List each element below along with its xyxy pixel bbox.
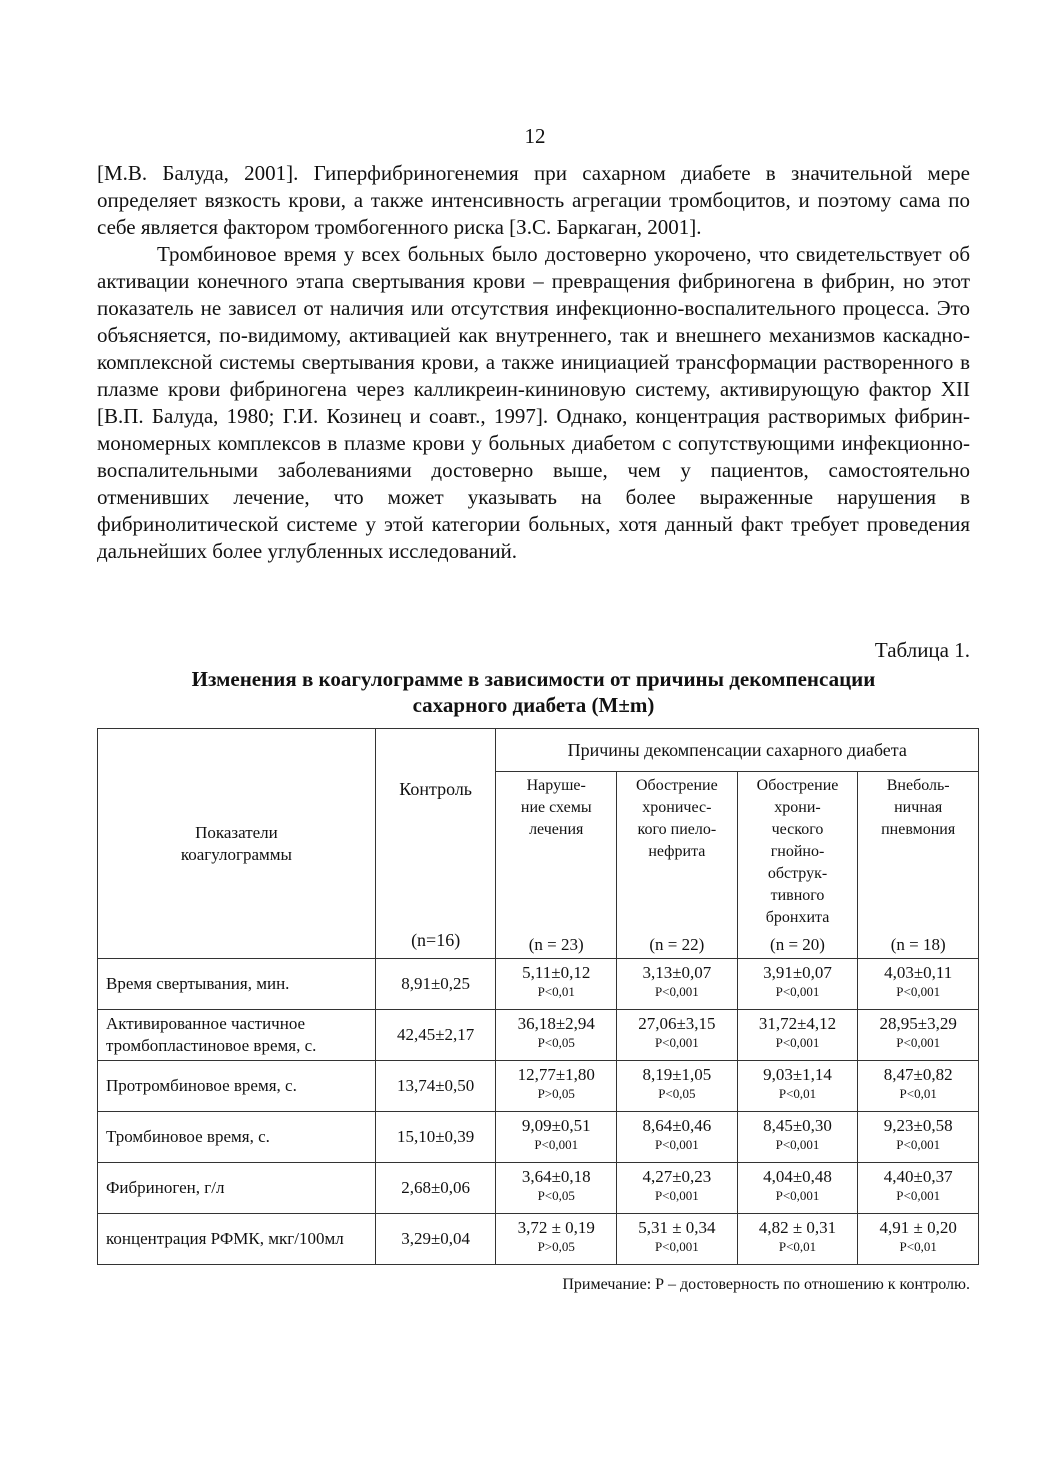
group-header-line: нефрита (648, 843, 706, 860)
p-value: P<0,001 (896, 1137, 941, 1152)
group-value-cell (858, 1163, 979, 1214)
group-value-cell (617, 1163, 738, 1214)
p-value: P<0,001 (654, 1188, 699, 1203)
param-header-line: коагулограммы (180, 844, 292, 864)
p-value: P<0,001 (896, 984, 941, 999)
group-value-cell (737, 1010, 858, 1061)
group-header-line: бронхита (765, 909, 830, 926)
group-header-line: обструк- (767, 865, 828, 882)
row-label: Протромбиновое время, с. (98, 1061, 376, 1112)
group-value-cell (737, 959, 858, 1010)
p-value: P<0,001 (654, 1239, 699, 1254)
group-value-cell (496, 1112, 617, 1163)
group-value-cell (617, 959, 738, 1010)
control-value: 2,68±0,06 (375, 1163, 496, 1214)
group-value-cell (617, 1214, 738, 1265)
group-value-cell (496, 1061, 617, 1112)
group-header (617, 772, 738, 959)
p-value: P<0,001 (775, 984, 820, 999)
table-note: Примечание: Р – достоверность по отношению к контролю. (562, 1276, 970, 1293)
mean-value: 5,11±0,12 (522, 963, 591, 982)
p-value: P<0,001 (775, 1137, 820, 1152)
group-header-line: пневмония (881, 821, 956, 838)
group-header-line: Обострение (636, 777, 718, 794)
mean-value: 28,95±3,29 (879, 1014, 957, 1033)
mean-value: 4,91 ± 0,20 (879, 1218, 957, 1237)
table-title-line: сахарного диабета (M±m) (412, 693, 655, 717)
group-value-cell (858, 1010, 979, 1061)
p-value: P<0,001 (896, 1035, 941, 1050)
table-header-row (98, 729, 979, 772)
control-value: 42,45±2,17 (375, 1010, 496, 1061)
row-label: Тромбиновое время, с. (98, 1112, 376, 1163)
mean-value: 4,04±0,48 (763, 1167, 832, 1186)
mean-value: 31,72±4,12 (758, 1014, 837, 1033)
mean-value: 3,91±0,07 (763, 963, 832, 982)
mean-value: 8,19±1,05 (642, 1065, 712, 1084)
param-header (98, 729, 376, 959)
control-header (375, 729, 496, 959)
control-value: 3,29±0,04 (375, 1214, 496, 1265)
group-header-line: Обострение (756, 777, 839, 794)
group-value-cell (737, 1214, 858, 1265)
group-header-line: ние схемы (520, 799, 592, 816)
group-n: (n = 20) (770, 935, 825, 954)
mean-value: 27,06±3,15 (638, 1014, 716, 1033)
p-value: P<0,05 (537, 1035, 575, 1050)
row-label: концентрация РФМК, мкг/100мл (98, 1214, 376, 1265)
mean-value: 3,72 ± 0,19 (517, 1218, 595, 1237)
group-header-line: лечения (529, 821, 584, 838)
table-row (98, 1163, 979, 1214)
p-value: P<0,01 (778, 1086, 817, 1101)
p-value: P<0,001 (654, 1137, 699, 1152)
p-value: P<0,001 (654, 1035, 699, 1050)
mean-value: 8,64±0,46 (642, 1116, 712, 1135)
p-value: P<0,05 (537, 1188, 575, 1203)
mean-value: 8,47±0,82 (883, 1065, 953, 1084)
group-header-line: кого пиело- (637, 821, 717, 838)
group-n: (n = 22) (649, 935, 705, 954)
p-value: P<0,01 (899, 1239, 937, 1254)
group-value-cell (858, 1214, 979, 1265)
group-header-line: хроничес- (642, 799, 712, 816)
row-label: Время свертывания, мин. (98, 959, 376, 1010)
mean-value: 4,27±0,23 (642, 1167, 712, 1186)
p-value: P<0,01 (778, 1239, 817, 1254)
p-value: P<0,001 (896, 1188, 941, 1203)
group-header-line: ничная (894, 799, 943, 816)
group-value-cell (858, 1112, 979, 1163)
table-title-line: Изменения в коагулограмме в зависимости от причины декомпенсации (191, 667, 876, 691)
p-value: P>0,05 (537, 1239, 575, 1254)
group-header-line: хрони- (774, 799, 821, 816)
control-value: 13,74±0,50 (375, 1061, 496, 1112)
table-row (98, 1061, 979, 1112)
group-value-cell (496, 1010, 617, 1061)
mean-value: 4,82 ± 0,31 (758, 1218, 837, 1237)
group-header (858, 772, 979, 959)
mean-value: 4,40±0,37 (883, 1167, 953, 1186)
group-header-line: тивного (770, 887, 825, 904)
group-value-cell (617, 1061, 738, 1112)
body-text (97, 160, 970, 565)
table-row (98, 959, 979, 1010)
group-header-label (757, 775, 839, 929)
group-header (496, 772, 617, 959)
table-row (98, 1214, 979, 1265)
group-value-cell (496, 1163, 617, 1214)
row-label: Активированное частичное тромбопластиновое время, с. (98, 1010, 376, 1061)
control-value: 8,91±0,25 (375, 959, 496, 1010)
row-label: Фибриноген, г/л (98, 1163, 376, 1214)
coagulogram-table (97, 728, 979, 1265)
p-value: P<0,001 (534, 1137, 579, 1152)
p-value: P<0,05 (658, 1086, 696, 1101)
group-value-cell (496, 959, 617, 1010)
p-value: P<0,001 (775, 1188, 820, 1203)
param-header-line: Показатели (195, 822, 278, 842)
paragraph: [М.В. Балуда, 2001]. Гиперфибриногенемия при сахарном диабете в значительной мере определяет вязкость крови, а также интенсивность агрегации тромбоцитов, и поэтому сама по себе является фактором тромбогенного риска [З.С. Баркаган, 2001]. (97, 161, 970, 239)
group-value-cell (737, 1112, 858, 1163)
mean-value: 4,03±0,11 (884, 963, 953, 982)
group-header-line: Внеболь- (886, 777, 950, 794)
table-title (97, 666, 970, 718)
group-header-label (636, 775, 718, 863)
table-label: Таблица 1. (874, 638, 970, 662)
group-value-cell (737, 1163, 858, 1214)
group-n: (n = 23) (528, 935, 584, 954)
p-value: P<0,01 (899, 1086, 937, 1101)
mean-value: 9,09±0,51 (521, 1116, 591, 1135)
p-value: P>0,05 (537, 1086, 575, 1101)
group-header-label (881, 775, 955, 841)
group-value-cell (617, 1112, 738, 1163)
table-row (98, 1112, 979, 1163)
mean-value: 8,45±0,30 (763, 1116, 832, 1135)
mean-value: 12,77±1,80 (517, 1065, 595, 1084)
mean-value: 9,23±0,58 (883, 1116, 953, 1135)
group-header-line: Наруше- (526, 777, 586, 794)
group-value-cell (858, 959, 979, 1010)
group-header-label (521, 775, 592, 841)
group-header (737, 772, 858, 959)
group-value-cell (617, 1010, 738, 1061)
mean-value: 5,31 ± 0,34 (638, 1218, 716, 1237)
group-value-cell (496, 1214, 617, 1265)
group-n: (n = 18) (890, 935, 946, 954)
table-row (98, 1010, 979, 1061)
group-value-cell (858, 1061, 979, 1112)
group-header-line: гнойно- (770, 843, 825, 860)
group-value-cell (737, 1061, 858, 1112)
causes-header: Причины декомпенсации сахарного диабета (496, 729, 979, 772)
control-value: 15,10±0,39 (375, 1112, 496, 1163)
p-value: P<0,001 (775, 1035, 820, 1050)
paragraph: Тромбиновое время у всех больных было достоверно укорочено, что свидетельствует об активации конечного этапа свертывания крови – превращения фибриногена в фибрин, но этот показатель не зависел от наличия или отсутствия инфекционно-воспалительного процесса. Это объясняется, по-видимому, активацией как внутреннего, так и внешнего механизмов каскадно-комплексной системы свертывания крови, а также инициацией трансформации растворенного в плазме крови фибриногена через калликреин-кининовую систему, активирующую фактор XII [В.П. Балуда, 1980; Г.И. Козинец и соавт., 1997]. Однако, концентрация растворимых фибрин-мономерных комплексов в плазме крови у больных диабетом с сопутствующими инфекционно-воспалительными заболеваниями достоверно выше, чем у пациентов, самостоятельно отменивших лечение, что может указывать на более выраженные нарушения в фибринолитической системе у этой категории больных, хотя данный факт требует проведения дальнейших более углубленных исследований. (97, 242, 970, 563)
control-n: (n=16) (411, 929, 461, 950)
control-header-label: Контроль (399, 778, 473, 799)
page-number: 12 (524, 124, 546, 148)
p-value: P<0,001 (654, 984, 699, 999)
group-header-line: ческого (771, 821, 824, 838)
mean-value: 3,64±0,18 (521, 1167, 591, 1186)
mean-value: 3,13±0,07 (642, 963, 712, 982)
mean-value: 9,03±1,14 (763, 1065, 832, 1084)
p-value: P<0,01 (537, 984, 575, 999)
mean-value: 36,18±2,94 (517, 1014, 595, 1033)
